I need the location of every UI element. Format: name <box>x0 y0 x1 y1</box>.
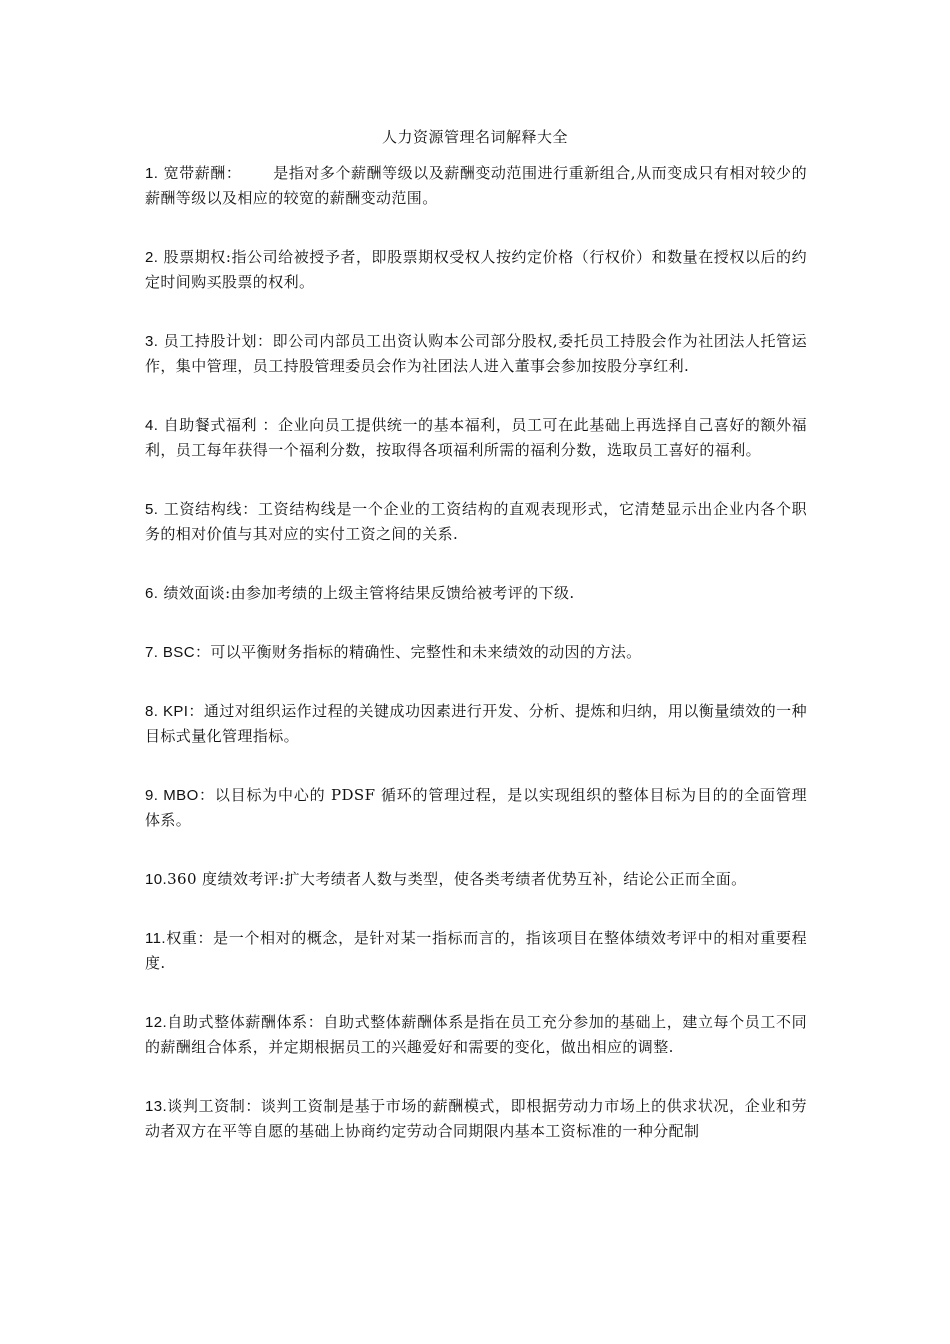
entry-term: 谈判工资制 <box>167 1097 246 1115</box>
entry-term: 绩效面谈 <box>158 584 226 602</box>
glossary-entry-6 <box>145 581 807 606</box>
entry-separator: : <box>225 584 231 602</box>
entry-number: 12. <box>145 1014 168 1031</box>
entry-term: 360 度绩效考评 <box>167 870 280 888</box>
entry-separator: ： <box>242 500 258 518</box>
entry-number: 2. <box>145 249 159 266</box>
entry-definition: 工资结构线是一个企业的工资结构的直观表现形式，它清楚显示出企业内各个职务的相对价值与其对应的实付工资之间的关系. <box>145 500 808 543</box>
entry-separator: : <box>225 248 232 266</box>
entry-separator: ： <box>194 643 211 661</box>
entry-term: KPI <box>158 703 189 720</box>
glossary-entry-12 <box>145 1010 807 1060</box>
entry-term: BSC <box>158 644 195 661</box>
glossary-entry-3 <box>145 329 807 379</box>
glossary-entry-11 <box>145 926 807 976</box>
entry-separator: ： <box>245 1097 261 1115</box>
entry-number: 7. <box>145 644 159 661</box>
entry-term: 工资结构线 <box>158 500 243 518</box>
glossary-entry-2 <box>145 245 807 295</box>
entry-separator: ： <box>197 929 214 947</box>
entry-separator: ： <box>188 702 204 720</box>
entry-term: MBO <box>158 787 199 804</box>
entry-definition: 企业向员工提供统一的基本福利，员工可在此基础上再选择自己喜好的额外福利，员工每年获得一个福利分数，按取得各项福利所需的福利分数，选取员工喜好的福利。 <box>145 416 807 459</box>
entry-number: 6. <box>145 585 159 602</box>
glossary-entry-1 <box>145 161 807 211</box>
entry-separator: ： <box>198 786 215 804</box>
entry-number: 8. <box>145 703 159 720</box>
glossary-entry-13 <box>145 1094 807 1144</box>
entry-number: 4. <box>145 417 159 434</box>
glossary-entry-7 <box>145 640 807 665</box>
entry-term: 自助式整体薪酬体系 <box>167 1013 308 1031</box>
entry-definition: 是一个相对的概念，是针对某一指标而言的，指该项目在整体绩效考评中的相对重要程度. <box>145 929 807 972</box>
entry-definition: 通过对组织运作过程的关键成功因素进行开发、分析、提炼和归纳，用以衡量绩效的一种目标式量化管理指标。 <box>145 702 807 745</box>
entry-number: 3. <box>145 333 159 350</box>
glossary-list <box>145 161 807 1178</box>
glossary-entry-8 <box>145 699 807 749</box>
entry-number: 1. <box>145 165 159 182</box>
entry-separator: ： <box>257 332 273 350</box>
entry-separator: ： <box>307 1013 324 1031</box>
entry-definition: 自助式整体薪酬体系是指在员工充分参加的基础上，建立每个员工不同的薪酬组合体系，并定期根据员工的兴趣爱好和需要的变化，做出相应的调整. <box>145 1013 807 1056</box>
entry-number: 13. <box>145 1098 168 1115</box>
glossary-entry-10 <box>145 867 807 892</box>
entry-number: 9. <box>145 787 159 804</box>
entry-number: 11. <box>145 930 166 947</box>
entry-separator: ： <box>225 164 242 182</box>
entry-term: 员工持股计划 <box>158 332 258 350</box>
entry-separator: ： <box>262 416 278 434</box>
entry-separator: : <box>279 870 285 888</box>
document-title: 人力资源管理名词解释大全 <box>381 128 568 146</box>
entry-definition: 可以平衡财务指标的精确性、完整性和未来绩效的动因的方法。 <box>210 643 642 661</box>
entry-definition: 扩大考绩者人数与类型，使各类考绩者优势互补，结论公正而全面。 <box>284 870 747 888</box>
entry-definition: 以目标为中心的 PDSF 循环的管理过程，是以实现组织的整体目标为目的的全面管理体系。 <box>145 786 808 829</box>
entry-definition: 谈判工资制是基于市场的薪酬模式，即根据劳动力市场上的供求状况，企业和劳动者双方在平等自愿的基础上协商约定劳动合同期限内基本工资标准的一种分配制 <box>145 1097 807 1140</box>
glossary-entry-9 <box>145 783 807 833</box>
entry-definition: 指公司给被授予者，即股票期权受权人按约定价格（行权价）和数量在授权以后的约定时间购买股票的权利。 <box>145 248 807 291</box>
entry-term: 宽带薪酬 <box>158 164 226 182</box>
entry-term: 股票期权 <box>158 248 226 266</box>
entry-number: 10. <box>145 871 168 888</box>
entry-number: 5. <box>145 501 159 518</box>
entry-term: 自助餐式福利 <box>158 416 263 434</box>
entry-definition: 由参加考绩的上级主管将结果反馈给被考评的下级. <box>230 584 575 602</box>
glossary-entry-4 <box>145 413 807 463</box>
entry-term: 权重 <box>165 929 198 947</box>
glossary-entry-5 <box>145 497 807 547</box>
entry-definition: 是指对多个薪酬等级以及薪酬变动范围进行重新组合,从而变成只有相对较少的薪酬等级以及相应的较宽的薪酬变动范围。 <box>145 164 807 207</box>
entry-definition: 即公司内部员工出资认购本公司部分股权,委托员工持股会作为社团法人托管运作，集中管理，员工持股管理委员会作为社团法人进入董事会参加按股分享红利. <box>145 332 807 375</box>
